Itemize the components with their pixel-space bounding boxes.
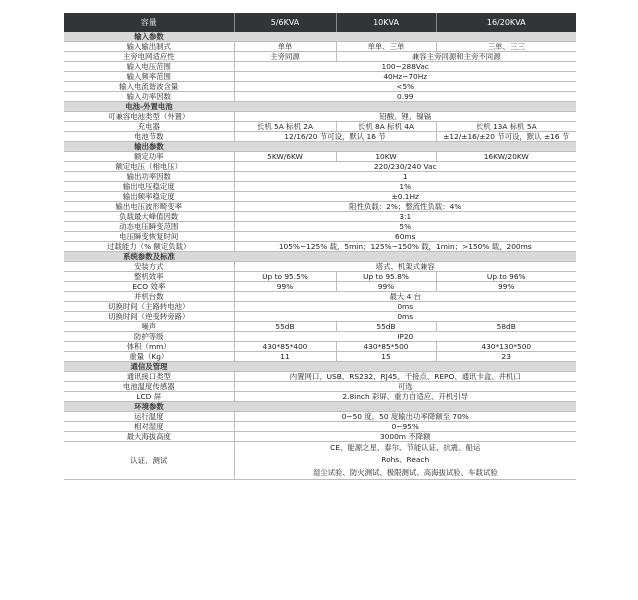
- cell-value: 长机 5A 标机 2A: [234, 122, 336, 132]
- cert-line: CE、能源之星、泰尔、节能认证、抗震、船运: [330, 443, 481, 453]
- row-label: 过载能力（% 额定负载）: [64, 242, 234, 252]
- cell-value: 长机 8A 标机 4A: [336, 122, 436, 132]
- cell-value: 三单、三三: [436, 42, 576, 52]
- cell-value: 1%: [234, 182, 576, 192]
- cert-line: Rohs、Reach: [381, 455, 430, 465]
- row-label: 相对湿度: [64, 422, 234, 432]
- cell-value: 3:1: [234, 212, 576, 222]
- table-row: [64, 182, 576, 192]
- row-label: 输入电压范围: [64, 62, 234, 72]
- row-label: 重量（Kg）: [64, 352, 234, 362]
- row-label: 电池节数: [64, 132, 234, 142]
- cell-value: 阻性负载：2%；整流性负载：4%: [234, 202, 576, 212]
- cell-value: 内置网口、USB、RS232、RJ45、干接点、REPO、通讯卡盒、并机口: [234, 372, 576, 382]
- section-title: 输出参数: [64, 142, 234, 152]
- table-row: [64, 292, 576, 302]
- cell-value: Up to 95.8%: [336, 272, 436, 282]
- table-row: [64, 412, 576, 422]
- cell-value: 0~50 度，50 度输出功率降额至 70%: [234, 412, 576, 422]
- row-label: 输入频率范围: [64, 72, 234, 82]
- cell-value: Up to 96%: [436, 272, 576, 282]
- ups-spec-table: [64, 13, 576, 480]
- cell-value: 长机 13A 标机 5A: [436, 122, 576, 132]
- table-row: [64, 272, 576, 282]
- row-label: 运行温度: [64, 412, 234, 422]
- cell-value: 10KW: [336, 152, 436, 162]
- table-row: [64, 112, 576, 122]
- cert-line: 湿尘试验、防火测试、极限测试、高海拔试验、车载试验: [312, 467, 498, 477]
- cell-value: 0ms: [234, 312, 576, 322]
- cell-value: 0ms: [234, 302, 576, 312]
- section-output: [64, 142, 576, 152]
- row-label: 最大海拔高度: [64, 432, 234, 442]
- cell-value: 0~95%: [234, 422, 576, 432]
- row-label: 认证、测试: [64, 442, 234, 480]
- row-label: 输入电流谐波含量: [64, 82, 234, 92]
- row-label: ECO 效率: [64, 282, 234, 292]
- row-label: 体积（mm）: [64, 342, 234, 352]
- spec-table-container: [64, 13, 576, 480]
- cell-value: 23: [436, 352, 576, 362]
- table-row: [64, 192, 576, 202]
- cell-value: 11: [234, 352, 336, 362]
- cell-value: 3000m 不降额: [234, 432, 576, 442]
- table-header: [64, 13, 576, 32]
- cell-value: 430*85*400: [234, 342, 336, 352]
- cell-value: 60ms: [234, 232, 576, 242]
- cell-value: Up to 95.5%: [234, 272, 336, 282]
- table-row: [64, 132, 576, 142]
- table-row: [64, 322, 576, 332]
- table-row: [64, 332, 576, 342]
- header-10kva: 10KVA: [336, 13, 436, 32]
- row-label: 动态电压瞬变范围: [64, 222, 234, 232]
- row-label: 充电器: [64, 122, 234, 132]
- cell-value: 220/230/240 Vac: [234, 162, 576, 172]
- row-label: 负载最大峰值因数: [64, 212, 234, 222]
- cell-value: 99%: [436, 282, 576, 292]
- table-row: [64, 432, 576, 442]
- row-label: 额定电压（相电压）: [64, 162, 234, 172]
- table-row: [64, 442, 576, 480]
- row-label: 整机效率: [64, 272, 234, 282]
- cell-value: 58dB: [436, 322, 576, 332]
- table-row: [64, 72, 576, 82]
- cell-value: ±12/±16/±20 节可设，默认 ±16 节: [436, 132, 576, 142]
- cell-value: 塔式、机架式兼容: [234, 262, 576, 272]
- cell-value: 可选: [234, 382, 576, 392]
- cell-value: 16KW/20KW: [436, 152, 576, 162]
- table-row: [64, 82, 576, 92]
- table-row: [64, 352, 576, 362]
- cell-value: 105%~125% 载，5min；125%~150% 载，1min；>150% 载，200ms: [234, 242, 576, 252]
- cell-value: ±0.1Hz: [234, 192, 576, 202]
- cell-value: 100~288Vac: [234, 62, 576, 72]
- row-label: 安装方式: [64, 262, 234, 272]
- cell-value: 主旁同源: [234, 52, 336, 62]
- row-label: 输出电压稳定度: [64, 182, 234, 192]
- table-row: [64, 242, 576, 252]
- row-label: 切换时间（主路转电池）: [64, 302, 234, 312]
- row-label: 并机台数: [64, 292, 234, 302]
- table-row: [64, 212, 576, 222]
- row-label: LCD 屏: [64, 392, 234, 402]
- row-label: 主旁电网适应性: [64, 52, 234, 62]
- row-label: 电池温度传感器: [64, 382, 234, 392]
- cell-value: 15: [336, 352, 436, 362]
- cell-value: 0.99: [234, 92, 576, 102]
- cell-value: 单单、三单: [336, 42, 436, 52]
- table-row: [64, 422, 576, 432]
- table-row: [64, 152, 576, 162]
- cell-value: 兼容主旁同源和主旁不同源: [336, 52, 576, 62]
- cell-value: 55dB: [336, 322, 436, 332]
- row-label: 噪声: [64, 322, 234, 332]
- cell-value: 12/16/20 节可设，默认 16 节: [234, 132, 436, 142]
- table-row: [64, 202, 576, 212]
- table-row: [64, 262, 576, 272]
- table-row: [64, 392, 576, 402]
- table-row: [64, 172, 576, 182]
- section-title: 通信及管理: [64, 362, 234, 372]
- table-row: [64, 282, 576, 292]
- table-row: [64, 92, 576, 102]
- table-row: [64, 122, 576, 132]
- row-label: 输入功率因数: [64, 92, 234, 102]
- section-title: 输入参数: [64, 32, 234, 42]
- table-row: [64, 62, 576, 72]
- cell-value-multiline: [234, 442, 576, 480]
- row-label: 切换时间（逆变转旁路）: [64, 312, 234, 322]
- row-label: 输出频率稳定度: [64, 192, 234, 202]
- cell-value: 单单: [234, 42, 336, 52]
- cell-value: 1: [234, 172, 576, 182]
- section-input: [64, 32, 576, 42]
- cell-value: 铅酸、锂、镍镉: [234, 112, 576, 122]
- cell-value: 5KW/6KW: [234, 152, 336, 162]
- cell-value: 最大 4 台: [234, 292, 576, 302]
- section-title: 环境参数: [64, 402, 234, 412]
- row-label: 防护等级: [64, 332, 234, 342]
- cell-value: 5%: [234, 222, 576, 232]
- section-title: 电池-外置电池: [64, 102, 234, 112]
- cell-value: 55dB: [234, 322, 336, 332]
- row-label: 输入输出制式: [64, 42, 234, 52]
- header-5-6kva: 5/6KVA: [234, 13, 336, 32]
- row-label: 额定功率: [64, 152, 234, 162]
- cell-value: IP20: [234, 332, 576, 342]
- row-label: 通讯接口类型: [64, 372, 234, 382]
- header-16-20kva: 16/20KVA: [436, 13, 576, 32]
- cell-value: <5%: [234, 82, 576, 92]
- row-label: 电压瞬变恢复时间: [64, 232, 234, 242]
- table-row: [64, 312, 576, 322]
- table-row: [64, 302, 576, 312]
- row-label: 输出电压波形畸变率: [64, 202, 234, 212]
- cell-value: 99%: [234, 282, 336, 292]
- section-env: [64, 402, 576, 412]
- table-row: [64, 42, 576, 52]
- section-comm: [64, 362, 576, 372]
- section-system: [64, 252, 576, 262]
- table-row: [64, 372, 576, 382]
- section-battery: [64, 102, 576, 112]
- table-row: [64, 342, 576, 352]
- table-row: [64, 382, 576, 392]
- table-row: [64, 232, 576, 242]
- cell-value: 40Hz~70Hz: [234, 72, 576, 82]
- table-row: [64, 222, 576, 232]
- header-capacity: 容量: [64, 13, 234, 32]
- row-label: 可兼容电池类型（外置）: [64, 112, 234, 122]
- cell-value: 99%: [336, 282, 436, 292]
- table-row: [64, 52, 576, 62]
- table-row: [64, 162, 576, 172]
- section-title: 系统参数及标准: [64, 252, 234, 262]
- cell-value: 430*130*500: [436, 342, 576, 352]
- cell-value: 2.8inch 彩屏、重力自适应、开机引导: [234, 392, 576, 402]
- row-label: 输出功率因数: [64, 172, 234, 182]
- cell-value: 430*85*500: [336, 342, 436, 352]
